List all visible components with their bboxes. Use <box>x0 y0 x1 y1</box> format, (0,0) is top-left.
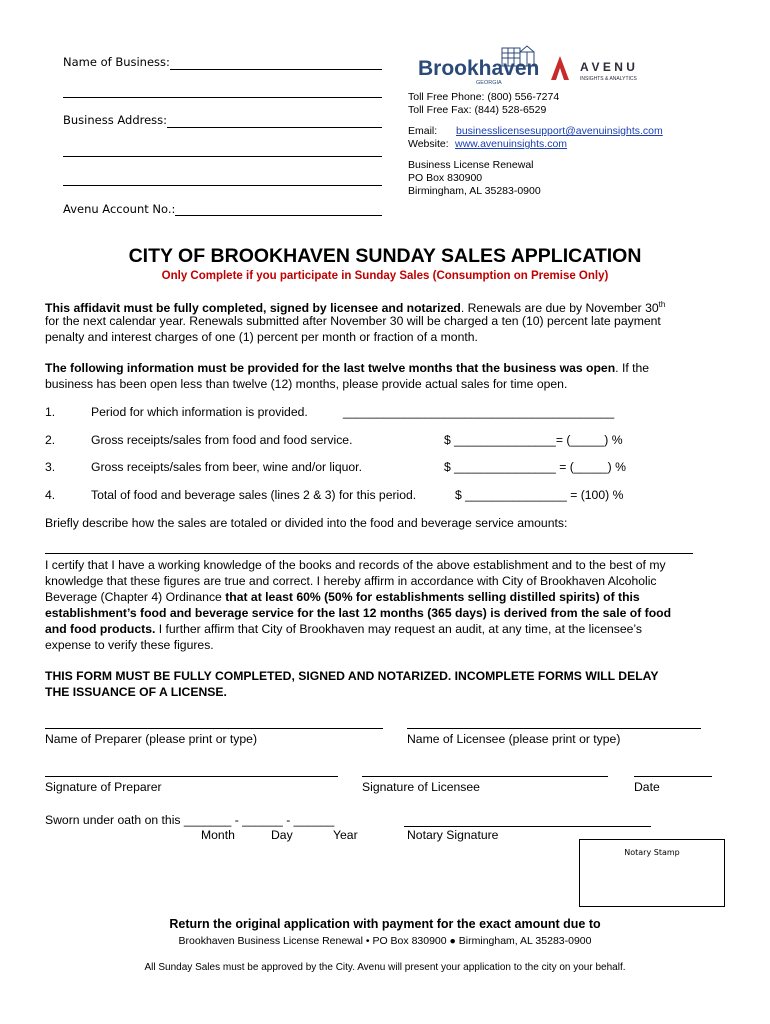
preparer-signature-label: Signature of Preparer <box>45 780 162 794</box>
return-address: Brookhaven Business License Renewal • PO Box 830900 ● Birmingham, AL 35283-0900 <box>178 935 592 947</box>
brookhaven-wordmark: Brookhaven <box>418 57 540 80</box>
business-address-field[interactable] <box>167 127 382 128</box>
affidavit-line2: for the next calendar year. Renewals submitted after November 30 will be charged a ten (10) percent late payment <box>45 314 661 328</box>
item-1-number: 1. <box>45 405 56 419</box>
item-2-field[interactable]: $ _______________= (_____) % <box>444 433 623 447</box>
preparer-name-label: Name of Preparer (please print or type) <box>45 732 258 746</box>
approval-note: All Sunday Sales must be approved by the City. Avenu will present your application to the city on your behalf. <box>144 962 626 973</box>
certify-line5 <box>45 622 642 638</box>
day-label: Day <box>271 828 293 842</box>
warning-line2: THE ISSUANCE OF A LICENSE. <box>45 685 227 699</box>
affidavit-bold-lead: This affidavit must be fully completed, signed by licensee and notarized <box>45 301 461 316</box>
brookhaven-logo <box>416 44 544 86</box>
page-subtitle: Only Complete if you participate in Sunday Sales (Consumption on Premise Only) <box>161 270 609 282</box>
certify-line3-b: that at least 60% (50% for establishments selling distilled spirits) of this <box>225 590 640 604</box>
notary-signature-field[interactable] <box>404 826 651 827</box>
avenu-sub: INSIGHTS & ANALYTICS <box>580 76 637 82</box>
info-line2: business has been open less than twelve (12) months, please provide actual sales for time open. <box>45 377 568 391</box>
affidavit-sup: th <box>658 300 666 309</box>
item-3-number: 3. <box>45 460 56 474</box>
business-address-label: Business Address: <box>63 113 168 127</box>
certify-line6: expense to verify these figures. <box>45 638 214 652</box>
name-of-business-field[interactable] <box>170 69 382 70</box>
avenu-account-label: Avenu Account No.: <box>63 202 176 216</box>
contact-website-link[interactable]: www.avenuinsights.com <box>455 138 568 150</box>
notary-signature-label: Notary Signature <box>407 828 499 842</box>
warning-line1: THIS FORM MUST BE FULLY COMPLETED, SIGNED AND NOTARIZED. INCOMPLETE FORMS WILL DELAY <box>45 669 659 683</box>
notary-stamp-box <box>579 839 725 907</box>
contact-email-link[interactable]: businesslicensesupport@avenuinsights.com <box>456 125 663 137</box>
item-1-label: Period for which information is provided. <box>91 405 308 419</box>
info-text: . If the <box>615 361 650 375</box>
licensee-name-label: Name of Licensee (please print or type) <box>407 732 621 746</box>
mail-address-line3: Birmingham, AL 35283-0900 <box>408 185 541 197</box>
item-4-field[interactable]: $ _______________ = (100) % <box>455 488 624 502</box>
item-4-number: 4. <box>45 488 56 502</box>
info-line1 <box>45 361 649 377</box>
certify-line5-a: and food products. <box>45 622 156 636</box>
year-label: Year <box>333 828 358 842</box>
info-bold-lead: The following information must be provided for the last twelve months that the business was open <box>45 361 616 375</box>
notary-stamp-label: Notary Stamp <box>624 848 680 857</box>
avenu-account-field[interactable] <box>175 215 382 216</box>
item-2-label: Gross receipts/sales from food and food service. <box>91 433 353 447</box>
mail-address-line2: PO Box 830900 <box>408 172 483 184</box>
licensee-name-field[interactable] <box>407 728 701 729</box>
certify-line4: establishment’s food and beverage service for the last 12 months (365 days) is derived from the sale of food <box>45 606 672 620</box>
describe-label: Briefly describe how the sales are totaled or divided into the food and beverage service amounts: <box>45 516 568 530</box>
licensee-signature-label: Signature of Licensee <box>362 780 480 794</box>
avenu-logo <box>548 50 668 84</box>
business-address-field-line3[interactable] <box>63 185 382 186</box>
item-3-field[interactable]: $ _______________ = (_____) % <box>444 460 626 474</box>
contact-email-label: Email: <box>408 125 438 137</box>
contact-website-label: Website: <box>408 138 449 150</box>
licensee-signature-field[interactable] <box>362 776 608 777</box>
certify-line3-a: Beverage (Chapter 4) Ordinance <box>45 590 226 604</box>
business-address-field-line2[interactable] <box>63 156 382 157</box>
preparer-name-field[interactable] <box>45 728 383 729</box>
contact-phone: Toll Free Phone: (800) 556-7274 <box>408 91 560 103</box>
avenu-wordmark: A V E N U <box>580 60 635 74</box>
date-field[interactable] <box>634 776 712 777</box>
return-instructions: Return the original application with payment for the exact amount due to <box>169 917 601 931</box>
contact-fax: Toll Free Fax: (844) 528-6529 <box>408 104 547 116</box>
certify-line1: I certify that I have a working knowledge of the books and records of the above establishment and to the best of my <box>45 558 666 572</box>
item-2-number: 2. <box>45 433 56 447</box>
describe-field[interactable] <box>45 553 693 554</box>
name-of-business-field-line2[interactable] <box>63 97 382 98</box>
month-label: Month <box>201 828 235 842</box>
certify-line2: knowledge that these figures are true and correct. I hereby affirm in accordance with City of Brookhaven Alcoholic <box>45 574 657 588</box>
name-of-business-label: Name of Business: <box>63 55 170 69</box>
brookhaven-sub: GEORGIA <box>476 80 502 86</box>
affidavit-line3: penalty and interest charges of one (1) percent per month or fraction of a month. <box>45 330 478 344</box>
preparer-signature-field[interactable] <box>45 776 338 777</box>
item-3-label: Gross receipts/sales from beer, wine and/or liquor. <box>91 460 362 474</box>
page-title: CITY OF BROOKHAVEN SUNDAY SALES APPLICATION <box>128 245 642 267</box>
item-4-label: Total of food and beverage sales (lines 2 & 3) for this period. <box>91 488 417 502</box>
item-1-field[interactable]: ________________________________________ <box>343 405 615 419</box>
certify-line3 <box>45 590 640 606</box>
date-label: Date <box>634 780 660 794</box>
affidavit-text: . Renewals are due by November 30 <box>460 301 659 316</box>
sworn-line[interactable]: Sworn under oath on this _______ - ______ - ______ <box>45 813 335 827</box>
mail-address-line1: Business License Renewal <box>408 159 534 171</box>
certify-line5-b: I further affirm that City of Brookhaven may request an audit, at any time, at the licensee’s <box>155 622 642 636</box>
